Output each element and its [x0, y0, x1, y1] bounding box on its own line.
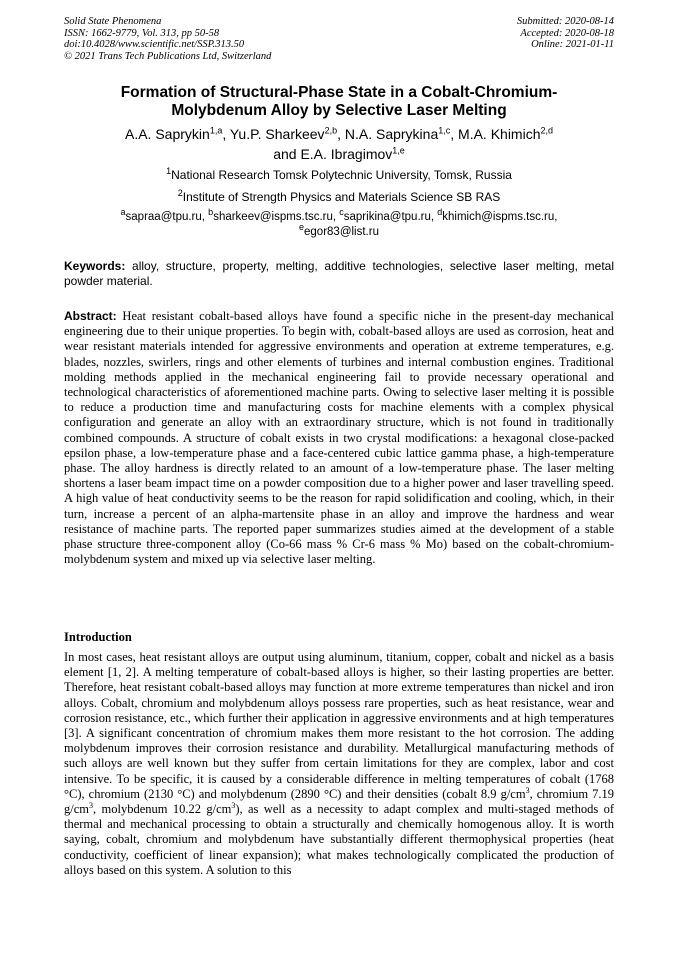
abstract-label: Abstract: [64, 309, 117, 323]
intro-sup-2: 3 [89, 800, 93, 810]
dates-header [517, 16, 614, 51]
accepted-date: Accepted: 2020-08-18 [520, 27, 614, 39]
affiliation-text: Institute of Strength Physics and Materials Science SB RAS [182, 190, 501, 204]
author-sup: 1,c [438, 125, 451, 136]
email-address[interactable]: saprikina@tpu.ru, [343, 211, 438, 223]
issn-line: ISSN: 1662-9779, Vol. 313, pp 50-58 [64, 27, 220, 39]
email-address[interactable]: khimich@ispms.tsc.ru, [442, 211, 558, 223]
author-list [64, 124, 614, 164]
email-sup: a [120, 207, 126, 218]
introduction-paragraph [64, 650, 614, 878]
email-sup: c [339, 207, 344, 218]
author-sep: , [222, 126, 230, 142]
email-address[interactable]: sharkeev@ispms.tsc.ru, [213, 211, 340, 223]
emails-line-1 [64, 207, 614, 225]
author-name: A.A. Saprykin [124, 126, 210, 142]
abstract-text: Heat resistant cobalt-based alloys have found a specific niche in the present-day mechanical engineering due to their unique properties. To begin with, cobalt-based alloys are used as corrosion, heat and wear resistant materials intended for aggressive environments and operation at extreme temperatures, e.g. blades, nozzles, swirlers, rings and other elements of turbines and internal combustion engines. Traditional molding methods applied in the mechanical engineering fail to provide necessary operational and technological characteristics of aforementioned machine parts. Owing to selective laser melting it is possible to reduce a production time and manufacturing costs for machine elements with a complex physical configuration and generate an alloy with an extraordinary structure, which is not found in traditionally combined compounds. A structure of cobalt exists in two crystal modifications: a hexagonal close-packed epsilon phase, a low-temperature phase and a face-centered cubic lattice gamma phase, a high-temperature phase. The alloy hardness is directly related to an amount of a low-temperature phase. The laser melting shortens a laser beam impact time on a powder composition due to a higher power and laser travelling speed. A high value of heat conductivity seems to be the reason for rapid solidification and cooling, which, in their turn, increase a percent of an alpha-martensite phase in an alloy and improve the hardness and wear resistance of machine parts. The reported paper summarizes studies aimed at the development of a stable phase structure three-component alloy (Co-66 mass % Cr-6 mass % Mo) based on the cobalt-chromium-molybdenum system and mixed up via selective laser melting. [64, 309, 614, 567]
author-name: Yu.P. Sharkeev [229, 126, 325, 142]
affiliation-1 [64, 168, 614, 182]
affiliation-text: National Research Tomsk Polytechnic University, Tomsk, Russia [171, 168, 512, 182]
keywords-section [64, 259, 614, 289]
intro-text-1: In most cases, heat resistant alloys are output using aluminum, titanium, copper, cobalt and nickel as a basis element [1, 2]. A melting temperature of cobalt-based alloys is higher, so their lasting properties are better. Therefore, heat resistant cobalt-based alloys may function at more extreme temperatures than nickel and iron alloys. Cobalt, chromium and molybdenum alloys possess rare properties, such as heat resistance, wear and corrosion resistance, etc., which further their application in aggressive environments and at high temperatures [3]. A significant concentration of chromium makes them more resistant to the hot corrosion. The adding molybdenum improves their corrosion resistance and durability. Metallurgical manufacturing methods of such alloys are well known but they suffer from certain limitations for they are complex, labor and cost intensive. To be specific, it is caused by a considerable difference in melting temperatures of cobalt (1768 °C), chromium (2130 °C) and molybdenum (2890 °C) and their densities (cobalt 8.9 g/cm [64, 650, 614, 801]
title-line-2: Molybdenum Alloy by Selective Laser Melting [171, 102, 507, 119]
journal-header [64, 16, 271, 62]
introduction-heading: Introduction [64, 630, 132, 644]
doi-line: doi:10.4028/www.scientific.net/SSP.313.50 [64, 39, 245, 50]
email-address[interactable]: sapraa@tpu.ru, [125, 211, 209, 223]
authors-line-1 [64, 124, 614, 144]
intro-sup-3: 3 [231, 800, 236, 810]
author-sup: 1,a [209, 125, 223, 136]
author-sup: 1,e [392, 145, 405, 156]
email-sup: b [208, 207, 214, 218]
intro-text-3: , molybdenum 10.22 g/cm [93, 802, 232, 817]
keywords-text: alloy, structure, property, melting, additive technologies, selective laser melting, metal powder material. [64, 259, 614, 288]
copyright-line: © 2021 Trans Tech Publications Ltd, Switzerland [64, 50, 272, 62]
email-sup: d [437, 207, 443, 218]
keywords-label: Keywords: [64, 259, 126, 273]
affiliation-2 [64, 190, 614, 204]
intro-text-2: , chromium 7.19 g/cm [64, 786, 614, 817]
author-name: N.A. Saprykina [344, 126, 439, 142]
email-list [64, 207, 614, 240]
email-address[interactable]: egor83@list.ru [304, 226, 379, 238]
title-line-1: Formation of Structural-Phase State in a Cobalt-Chromium- [120, 84, 558, 101]
author-sup: 2,d [540, 125, 554, 136]
affiliation-sup: 2 [177, 188, 183, 198]
online-date: Online: 2021-01-11 [531, 39, 614, 50]
intro-text-4: ), as well as a necessity to adapt complex and multi-staged methods of thermal and mechanical processing to obtain a structurally and chemically homogenous alloy. It is worth saying, cobalt, chromium and molybdenum have substantially different thermophysical properties (heat conductivity, coefficient of linear expansion); what makes technologically complicated the production of alloys based on this system. A solution to this [64, 802, 614, 877]
submitted-date: Submitted: 2020-08-14 [516, 16, 614, 27]
author-sep: , [337, 126, 345, 142]
intro-sup-1: 3 [525, 785, 530, 795]
abstract-section [64, 309, 614, 567]
emails-line-2 [64, 222, 614, 240]
author-sep: , [450, 126, 459, 142]
author-name: and E.A. Ibragimov [273, 146, 393, 162]
affiliation-sup: 1 [166, 166, 172, 176]
author-sup: 2,b [324, 125, 338, 136]
journal-name: Solid State Phenomena [64, 16, 162, 27]
author-name: M.A. Khimich [458, 126, 541, 142]
email-sup: e [299, 222, 305, 233]
paper-title [64, 84, 614, 120]
authors-line-2 [64, 144, 614, 164]
